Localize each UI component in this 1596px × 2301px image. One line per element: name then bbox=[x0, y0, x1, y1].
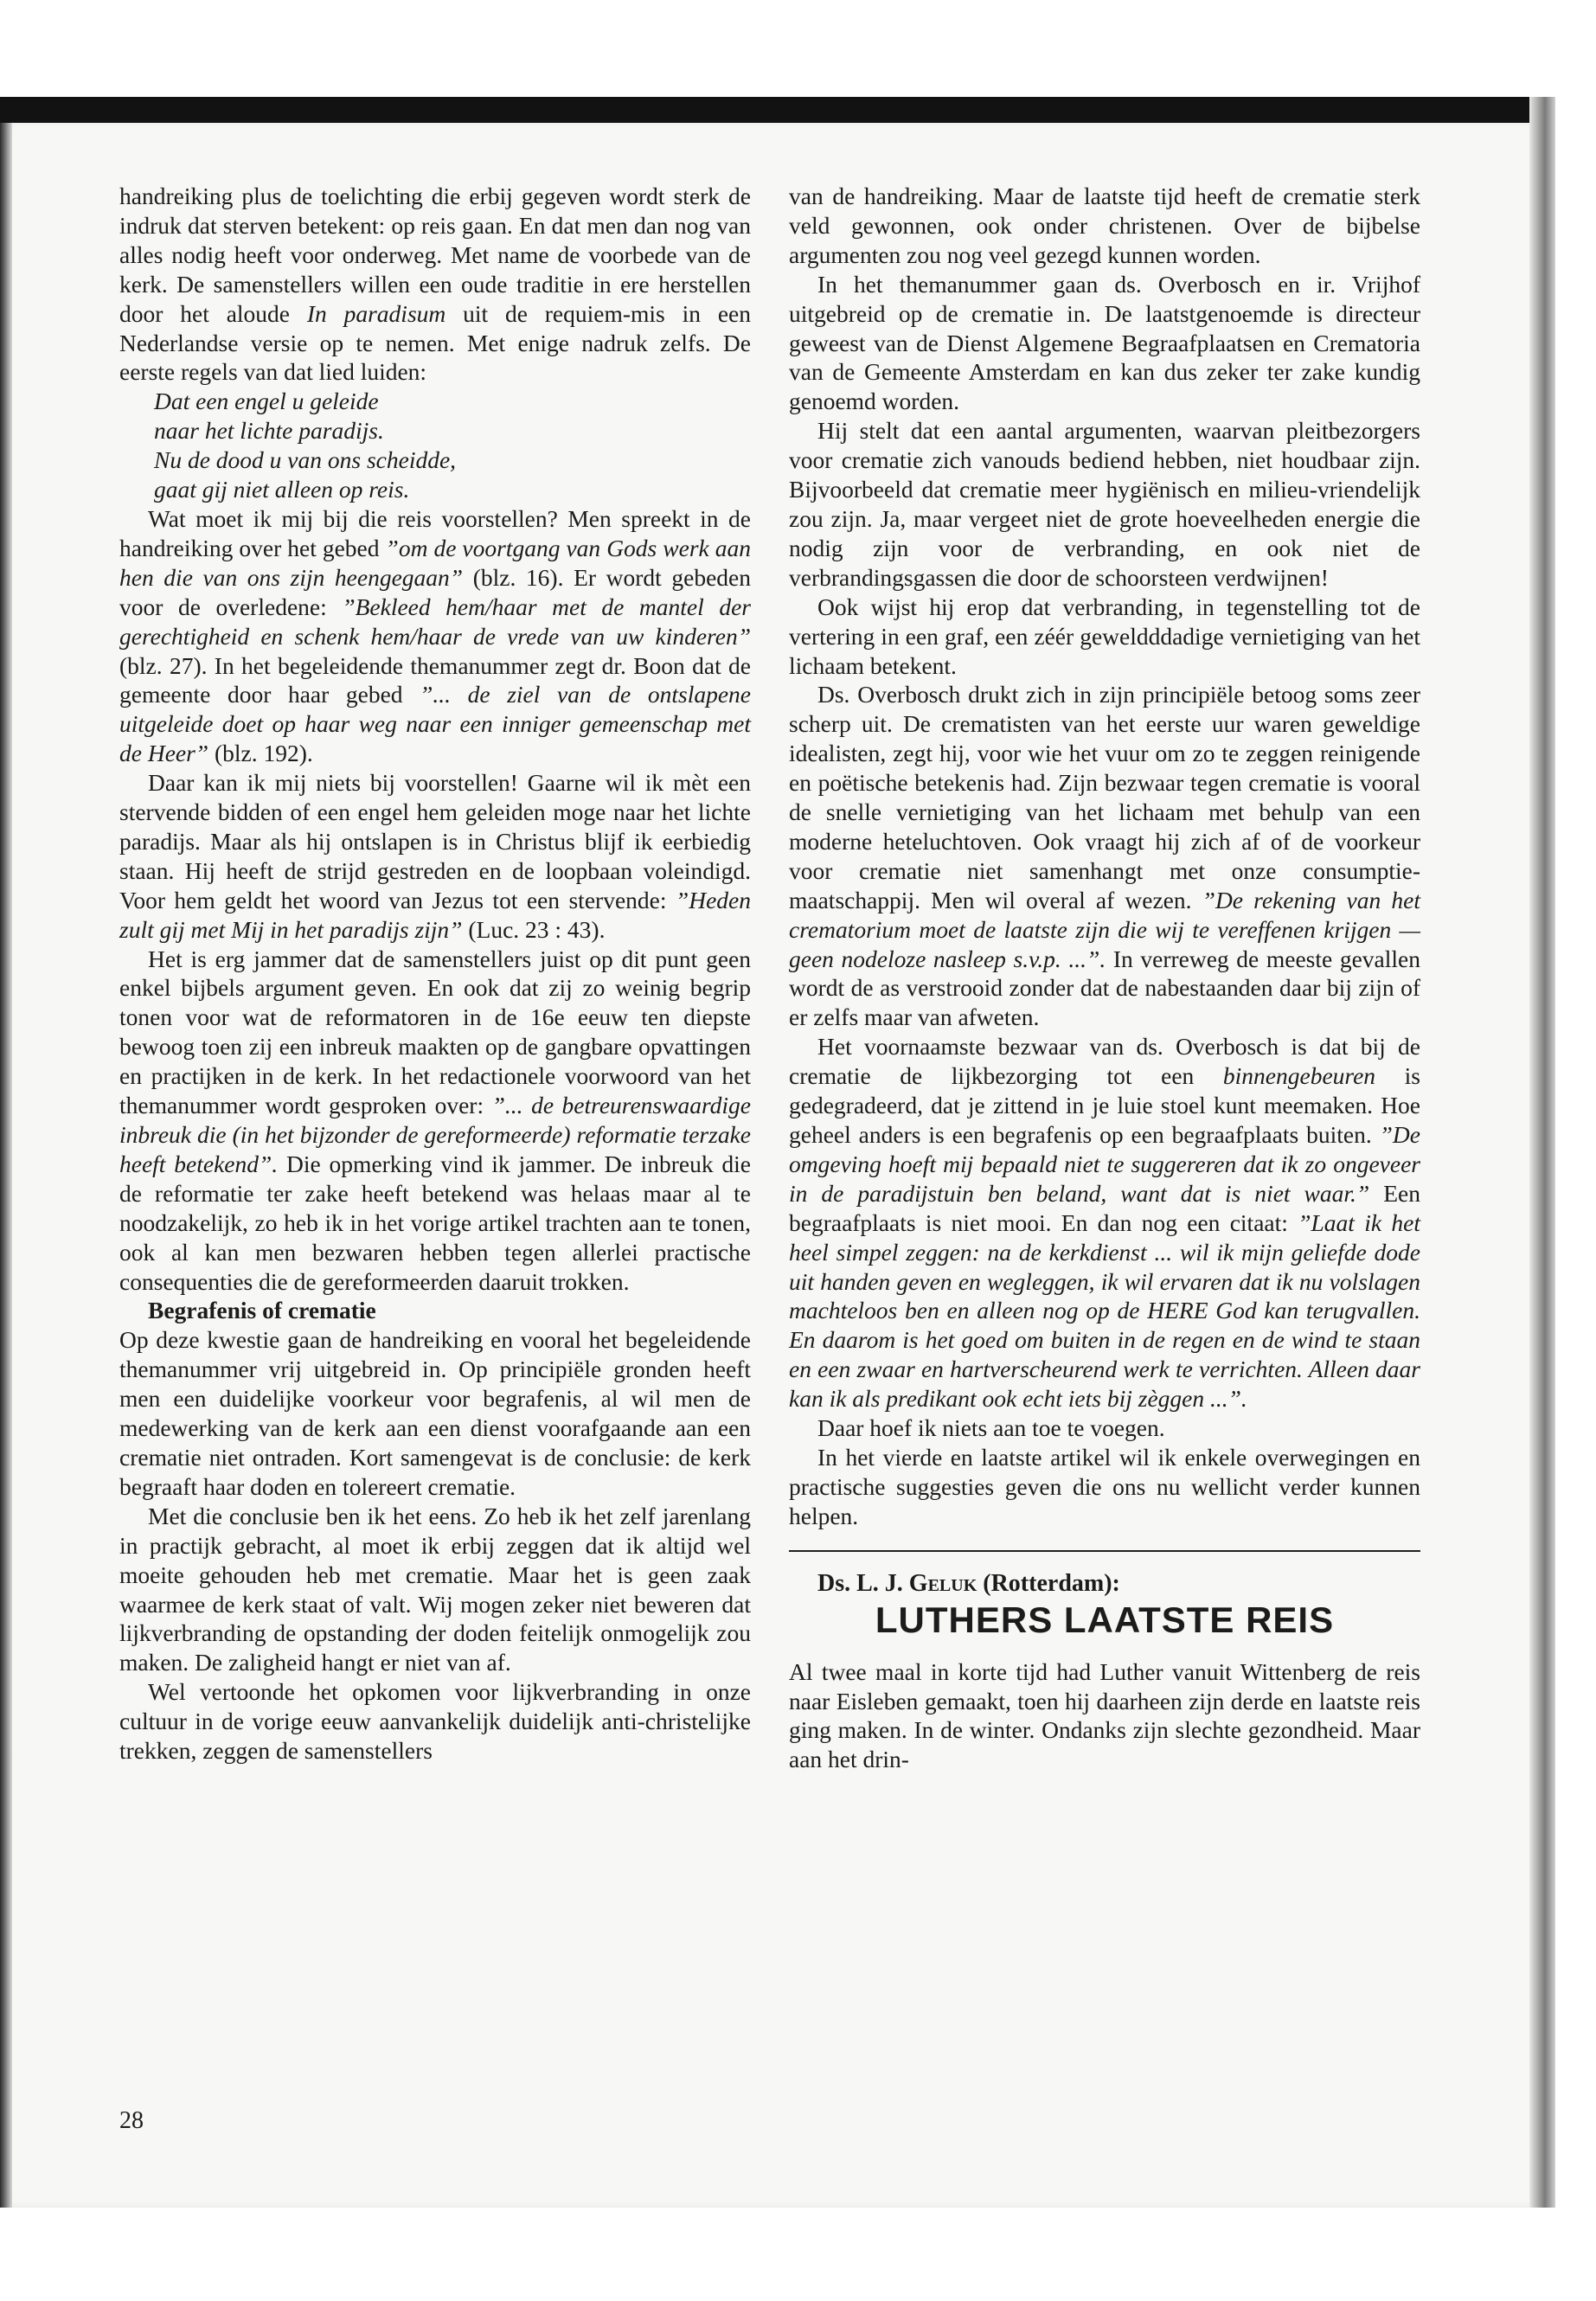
paragraph: Al twee maal in korte tijd had Luther vanuit Wittenberg de reis naar Eisleben gemaakt, toen hij daarheen zijn derde en laatste reis ging maken. In de winter. Ondanks zijn slechte gezondheid. Maar aan het drin- bbox=[789, 1657, 1420, 1773]
paragraph: Hij stelt dat een aantal argumenten, waarvan pleitbezorgers voor crematie zich vanouds bediend hebben, niet houdbaar zijn. Bijvoorbeeld dat crematie meer hygiënisch en milieu-vriendelijk zou zijn. Ja, maar vergeet niet de grote hoeveelheden energie die nodig zijn voor de verbranding, en ook niet de verbrandingsgassen die door de schoorsteen verdwijnen! bbox=[789, 417, 1420, 591]
scan-edge bbox=[0, 97, 12, 2208]
paragraph: In het themanummer gaan ds. Overbosch en ir. Vrijhof uitgebreid op de crematie in. De laatstgenoemde is directeur geweest van de Dienst Algemene Begraafplaatsen en Crematoria van de Gemeente Amsterdam en kan dus zeker ter zake kundig genoemd worden. bbox=[789, 270, 1420, 415]
paragraph: Daar hoef ik niets aan toe te voegen. bbox=[817, 1414, 1165, 1442]
paragraph: Ds. Overbosch drukt zich in zijn principiële betoog soms zeer scherp uit. De crematisten van het eerste uur waren geweldige idealisten, zegt hij, voor wie het vuur om zo te zeggen reinigende en poëtische betekenis had. Zijn bezwaar tegen crematie is vooral de snelle vernietiging van het lichaam met behulp van een moderne heteluchtoven. Ook vraagt hij zich af of de voorkeur voor crematie niet samenhangt met onze consumptie-maatschappij. Men wil overal af wezen. ”De rekening van het crematorium moet de laatste zijn die wij te vereffenen krijgen — geen nodeloze nasleep s.v.p. ...”. In verreweg de meeste gevallen wordt de as verstrooid zonder dat de nabestaanden daar bij zijn of er zelfs maar van afweten. bbox=[789, 681, 1420, 1031]
paragraph: Wel vertoonde het opkomen voor lijkverbranding in onze cultuur in de vorige eeuw aanvankelijk duidelijk anti-christelijke trekken, zeggen de samenstellers bbox=[119, 1678, 751, 1765]
right-column bbox=[789, 182, 1420, 1774]
scan-top-border bbox=[0, 97, 1596, 123]
hymn-quote bbox=[119, 387, 751, 504]
left-column bbox=[119, 182, 751, 1766]
section-heading: Begrafenis of crematie bbox=[148, 1297, 376, 1324]
paragraph: In het vierde en laatste artikel wil ik enkele overwegingen en practische suggesties geven die ons nu wellicht verder kunnen helpen. bbox=[789, 1443, 1420, 1529]
article-divider bbox=[789, 1550, 1420, 1552]
paragraph: Ook wijst hij erop dat verbranding, in tegenstelling tot de vertering in een graf, een zéér geweldddadige vernietiging van het lichaam betekent. bbox=[789, 593, 1420, 679]
paragraph: van de handreiking. Maar de laatste tijd heeft de crematie sterk veld gewonnen, ook onder christenen. Over de bijbelse argumenten zou nog veel gezegd kunnen worden. bbox=[789, 183, 1420, 268]
paragraph: handreiking plus de toelichting die erbij gegeven wordt sterk de indruk dat sterven betekent: op reis gaan. En dat men dan nog van alles nodig heeft voor onderweg. Met name de voorbede van de kerk. De samenstellers willen een oude traditie in ere herstellen door het aloude In paradisum uit de requiem-mis in een Nederlandse versie op te nemen. Met enige nadruk zelfs. De eerste regels van dat lied luiden: bbox=[119, 183, 751, 386]
paragraph: Op deze kwestie gaan de handreiking en vooral het begeleidende themanummer vrij uitgebreid in. Op principiële gronden heeft men een duidelijke voorkeur voor begrafenis, al wil men de medewerking van de kerk aan een dienst voorafgaande aan een crematie niet ontraden. Kort samengevat is de conclusie: de kerk begraaft haar doden en tolereert crematie. bbox=[119, 1326, 751, 1500]
hymn-line: Nu de dood u van ons scheidde, bbox=[154, 446, 457, 474]
book-spine bbox=[1529, 97, 1555, 2208]
hymn-line: naar het lichte paradijs. bbox=[154, 417, 384, 445]
article-title: LUTHERS LAATSTE REIS bbox=[875, 1599, 1335, 1640]
paragraph: Wat moet ik mij bij die reis voorstellen? Men spreekt in de handreiking over het gebed ”om de voortgang van Gods werk aan hen die van ons zijn heengegaan” (blz. 16). Er wordt gebeden voor de overledene: ”Bekleed hem/haar met de mantel der gerechtigheid en schenk hem/haar de vrede van uw kinderen” (blz. 27). In het begeleidende themanummer zegt dr. Boon dat de gemeente door haar gebed ”... de ziel van de ontslapene uitgeleide doet op haar weg naar een inniger gemeenschap met de Heer” (blz. 192). bbox=[119, 504, 751, 767]
hymn-line: gaat gij niet alleen op reis. bbox=[154, 476, 410, 503]
scan-right-margin bbox=[1555, 97, 1596, 2208]
page-number: 28 bbox=[119, 2107, 144, 2134]
paragraph: Daar kan ik mij niets bij voorstellen! Gaarne wil ik mèt een stervende bidden of een engel hem geleiden moge naar het lichte paradijs. Maar als hij ontslapen is in Christus blijf ik eerbiedig staan. Hij heeft de strijd gestreden en de loopbaan voleindigd. Voor hem geldt het woord van Jezus tot een stervende: ”Heden zult gij met Mij in het paradijs zijn” (Luc. 23 : 43). bbox=[119, 769, 751, 943]
paragraph: Het is erg jammer dat de samenstellers juist op dit punt geen enkel bijbels argument geven. En ook dat zij zo weinig begrip tonen voor wat de reformatoren in de 16e eeuw ten diepste bewoog toen zij een inbreuk maakten op de gangbare opvattingen en practijken in de kerk. In het redactionele voorwoord van het themanummer wordt gesproken over: ”... de betreurenswaardige inbreuk die (in het bijzonder de gereformeerde) reformatie terzake heeft betekend”. Die opmerking vind ik jammer. De inbreuk die de reformatie ter zake heeft betekend was helaas maar al te noodzakelijk, zo heb ik in het vorige artikel trachten aan te tonen, ook al kan men bezwaren hebben tegen allerlei practische consequenties die de gereformeerden daaruit trokken. bbox=[119, 945, 751, 1295]
article-byline: Ds. L. J. Geluk (Rotterdam): bbox=[817, 1569, 1120, 1597]
paragraph: Het voornaamste bezwaar van ds. Overbosch is dat bij de crematie de lijkbezorging tot een binnengebeuren is gedegradeerd, dat je zittend in je luie stoel kunt meemaken. Hoe geheel anders is een begrafenis op een begraafplaats buiten. ”De omgeving hoeft mij bepaald niet te suggereren dat ik zo ongeveer in de paradijstuin ben beland, want dat is niet waar.” Een begraafplaats is niet mooi. En dan nog een citaat: ”Laat ik het heel simpel zeggen: na de kerkdienst ... wil ik mijn geliefde dode uit handen geven en wegleggen, ik wil ervaren dat ik nu volslagen machteloos ben en alleen nog op de HERE God kan terugvallen. En daarom is het goed om buiten in de regen en de wind te staan en een zwaar en hartverscheurend werk te verrichten. Alleen daar kan ik als predikant ook echt iets bij zèggen ...”. bbox=[789, 1033, 1421, 1413]
hymn-line: Dat een engel u geleide bbox=[154, 388, 379, 415]
paragraph: Met die conclusie ben ik het eens. Zo heb ik het zelf jarenlang in practijk gebracht, al moet ik erbij zeggen dat ik altijd wel moeite gehouden heb met crematie. Maar het is geen zaak waarmee de kerk staat of valt. Wij mogen zeker niet beweren dat lijkverbranding de opstanding der doden feitelijk onmogelijk zou maken. De zaligheid hangt er niet van af. bbox=[119, 1502, 751, 1676]
